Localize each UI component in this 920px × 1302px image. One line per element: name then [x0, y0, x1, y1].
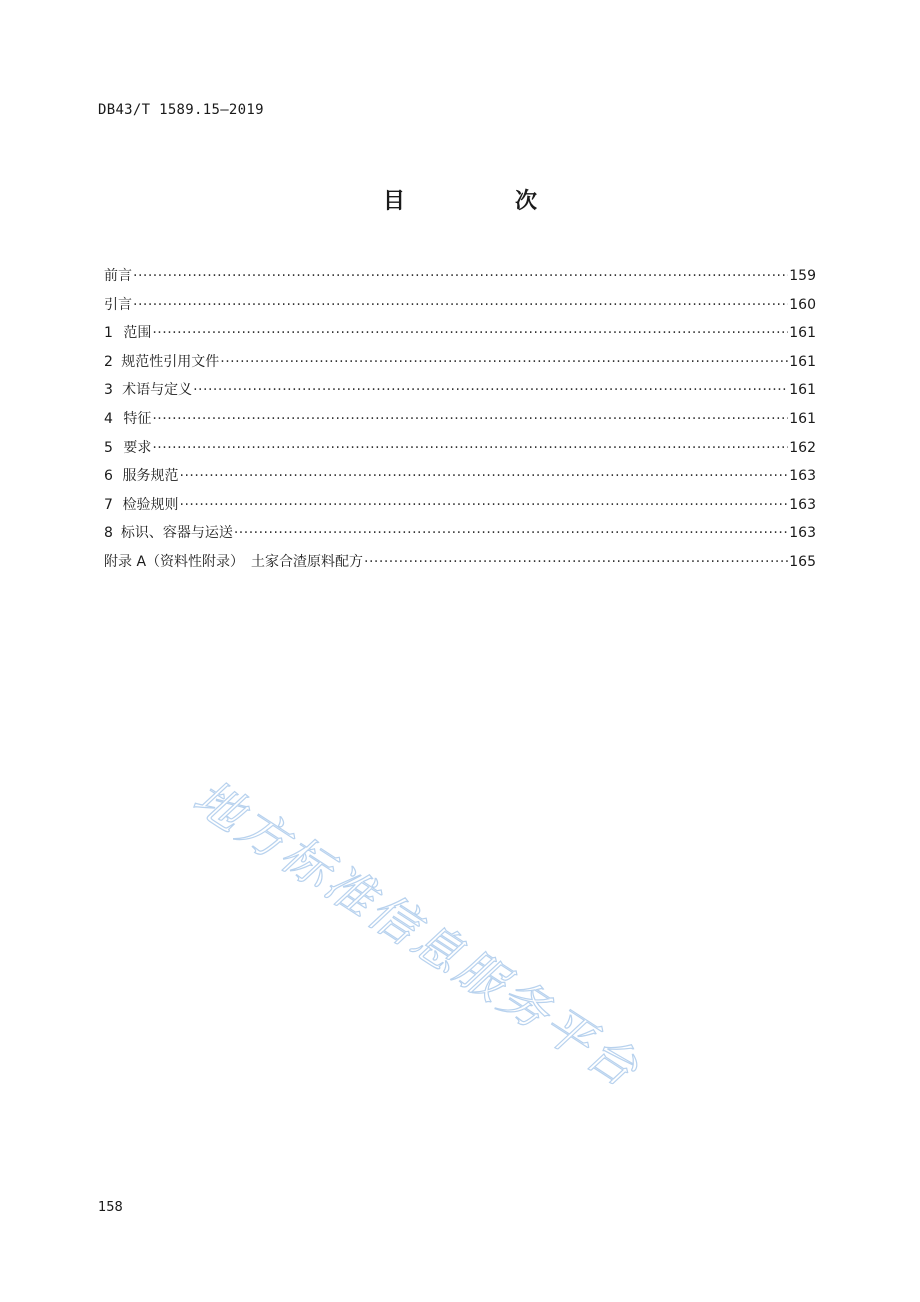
toc-entry-page: 163 — [789, 525, 816, 542]
document-code: DB43/T 1589.15—2019 — [98, 102, 264, 118]
toc-leader-dots — [220, 348, 788, 377]
toc-entry-page: 165 — [789, 553, 816, 570]
toc-entry-number: 2 — [104, 353, 113, 370]
toc-leader-dots — [234, 519, 788, 548]
toc-entry-scope[interactable] — [104, 319, 816, 348]
toc-entry-page: 160 — [789, 296, 816, 313]
toc-entry-number: 6 — [104, 468, 113, 485]
toc-entry-service-specification[interactable] — [104, 462, 816, 491]
toc-entry-normative-references[interactable] — [104, 348, 816, 377]
toc-entry-foreword[interactable] — [104, 262, 816, 291]
toc-entry-number: 1 — [104, 325, 113, 342]
toc-entry-page: 161 — [789, 382, 816, 399]
toc-entry-number: 3 — [104, 382, 113, 399]
watermark-text: 地方标准信息服务平台 — [183, 769, 651, 1100]
page-number: 158 — [98, 1200, 123, 1215]
toc-entry-label: 前言 — [104, 268, 132, 284]
toc-entry-characteristics[interactable] — [104, 405, 816, 434]
toc-entry-page: 161 — [789, 353, 816, 370]
toc-entry-label: 引言 — [104, 296, 132, 313]
toc-entry-page: 161 — [789, 410, 816, 427]
toc-entry-page: 163 — [789, 496, 816, 513]
toc-entry-label: 范围 — [123, 325, 152, 342]
toc-entry-label: 术语与定义 — [122, 382, 193, 399]
toc-entry-label: 服务规范 — [122, 468, 179, 485]
toc-entry-label: 附录 A（资料性附录） 土家合渣原料配方 — [104, 553, 364, 570]
toc-leader-dots — [193, 376, 788, 405]
toc-entry-page: 162 — [789, 439, 816, 456]
toc-entry-number: 4 — [104, 410, 113, 427]
toc-leader-dots — [364, 548, 788, 577]
toc-entry-number: 7 — [104, 496, 113, 513]
toc-leader-dots — [152, 319, 788, 348]
toc-entry-label: 要求 — [123, 439, 152, 456]
toc-leader-dots — [133, 262, 788, 291]
table-of-contents — [104, 262, 816, 577]
toc-entry-terms-definitions[interactable] — [104, 376, 816, 405]
toc-entry-introduction[interactable] — [104, 291, 816, 320]
toc-entry-number: 8 — [104, 525, 113, 542]
toc-entry-label: 检验规则 — [122, 496, 179, 513]
page-title: 目 次 — [382, 189, 581, 214]
toc-entry-label: 标识、容器与运送 — [120, 525, 233, 542]
toc-leader-dots — [133, 291, 788, 320]
toc-entry-number: 5 — [104, 439, 113, 456]
toc-entry-page: 163 — [789, 468, 816, 485]
toc-entry-requirements[interactable] — [104, 434, 816, 463]
toc-leader-dots — [180, 491, 789, 520]
toc-leader-dots — [180, 462, 789, 491]
toc-entry-marking-containers-transport[interactable] — [104, 519, 816, 548]
toc-leader-dots — [152, 405, 788, 434]
toc-leader-dots — [152, 434, 788, 463]
toc-entry-page: 161 — [789, 325, 816, 342]
toc-entry-appendix-a[interactable] — [104, 548, 816, 577]
toc-entry-label: 规范性引用文件 — [121, 353, 220, 370]
toc-entry-inspection-rules[interactable] — [104, 491, 816, 520]
toc-entry-page: 159 — [789, 268, 816, 284]
toc-entry-label: 特征 — [123, 410, 152, 427]
